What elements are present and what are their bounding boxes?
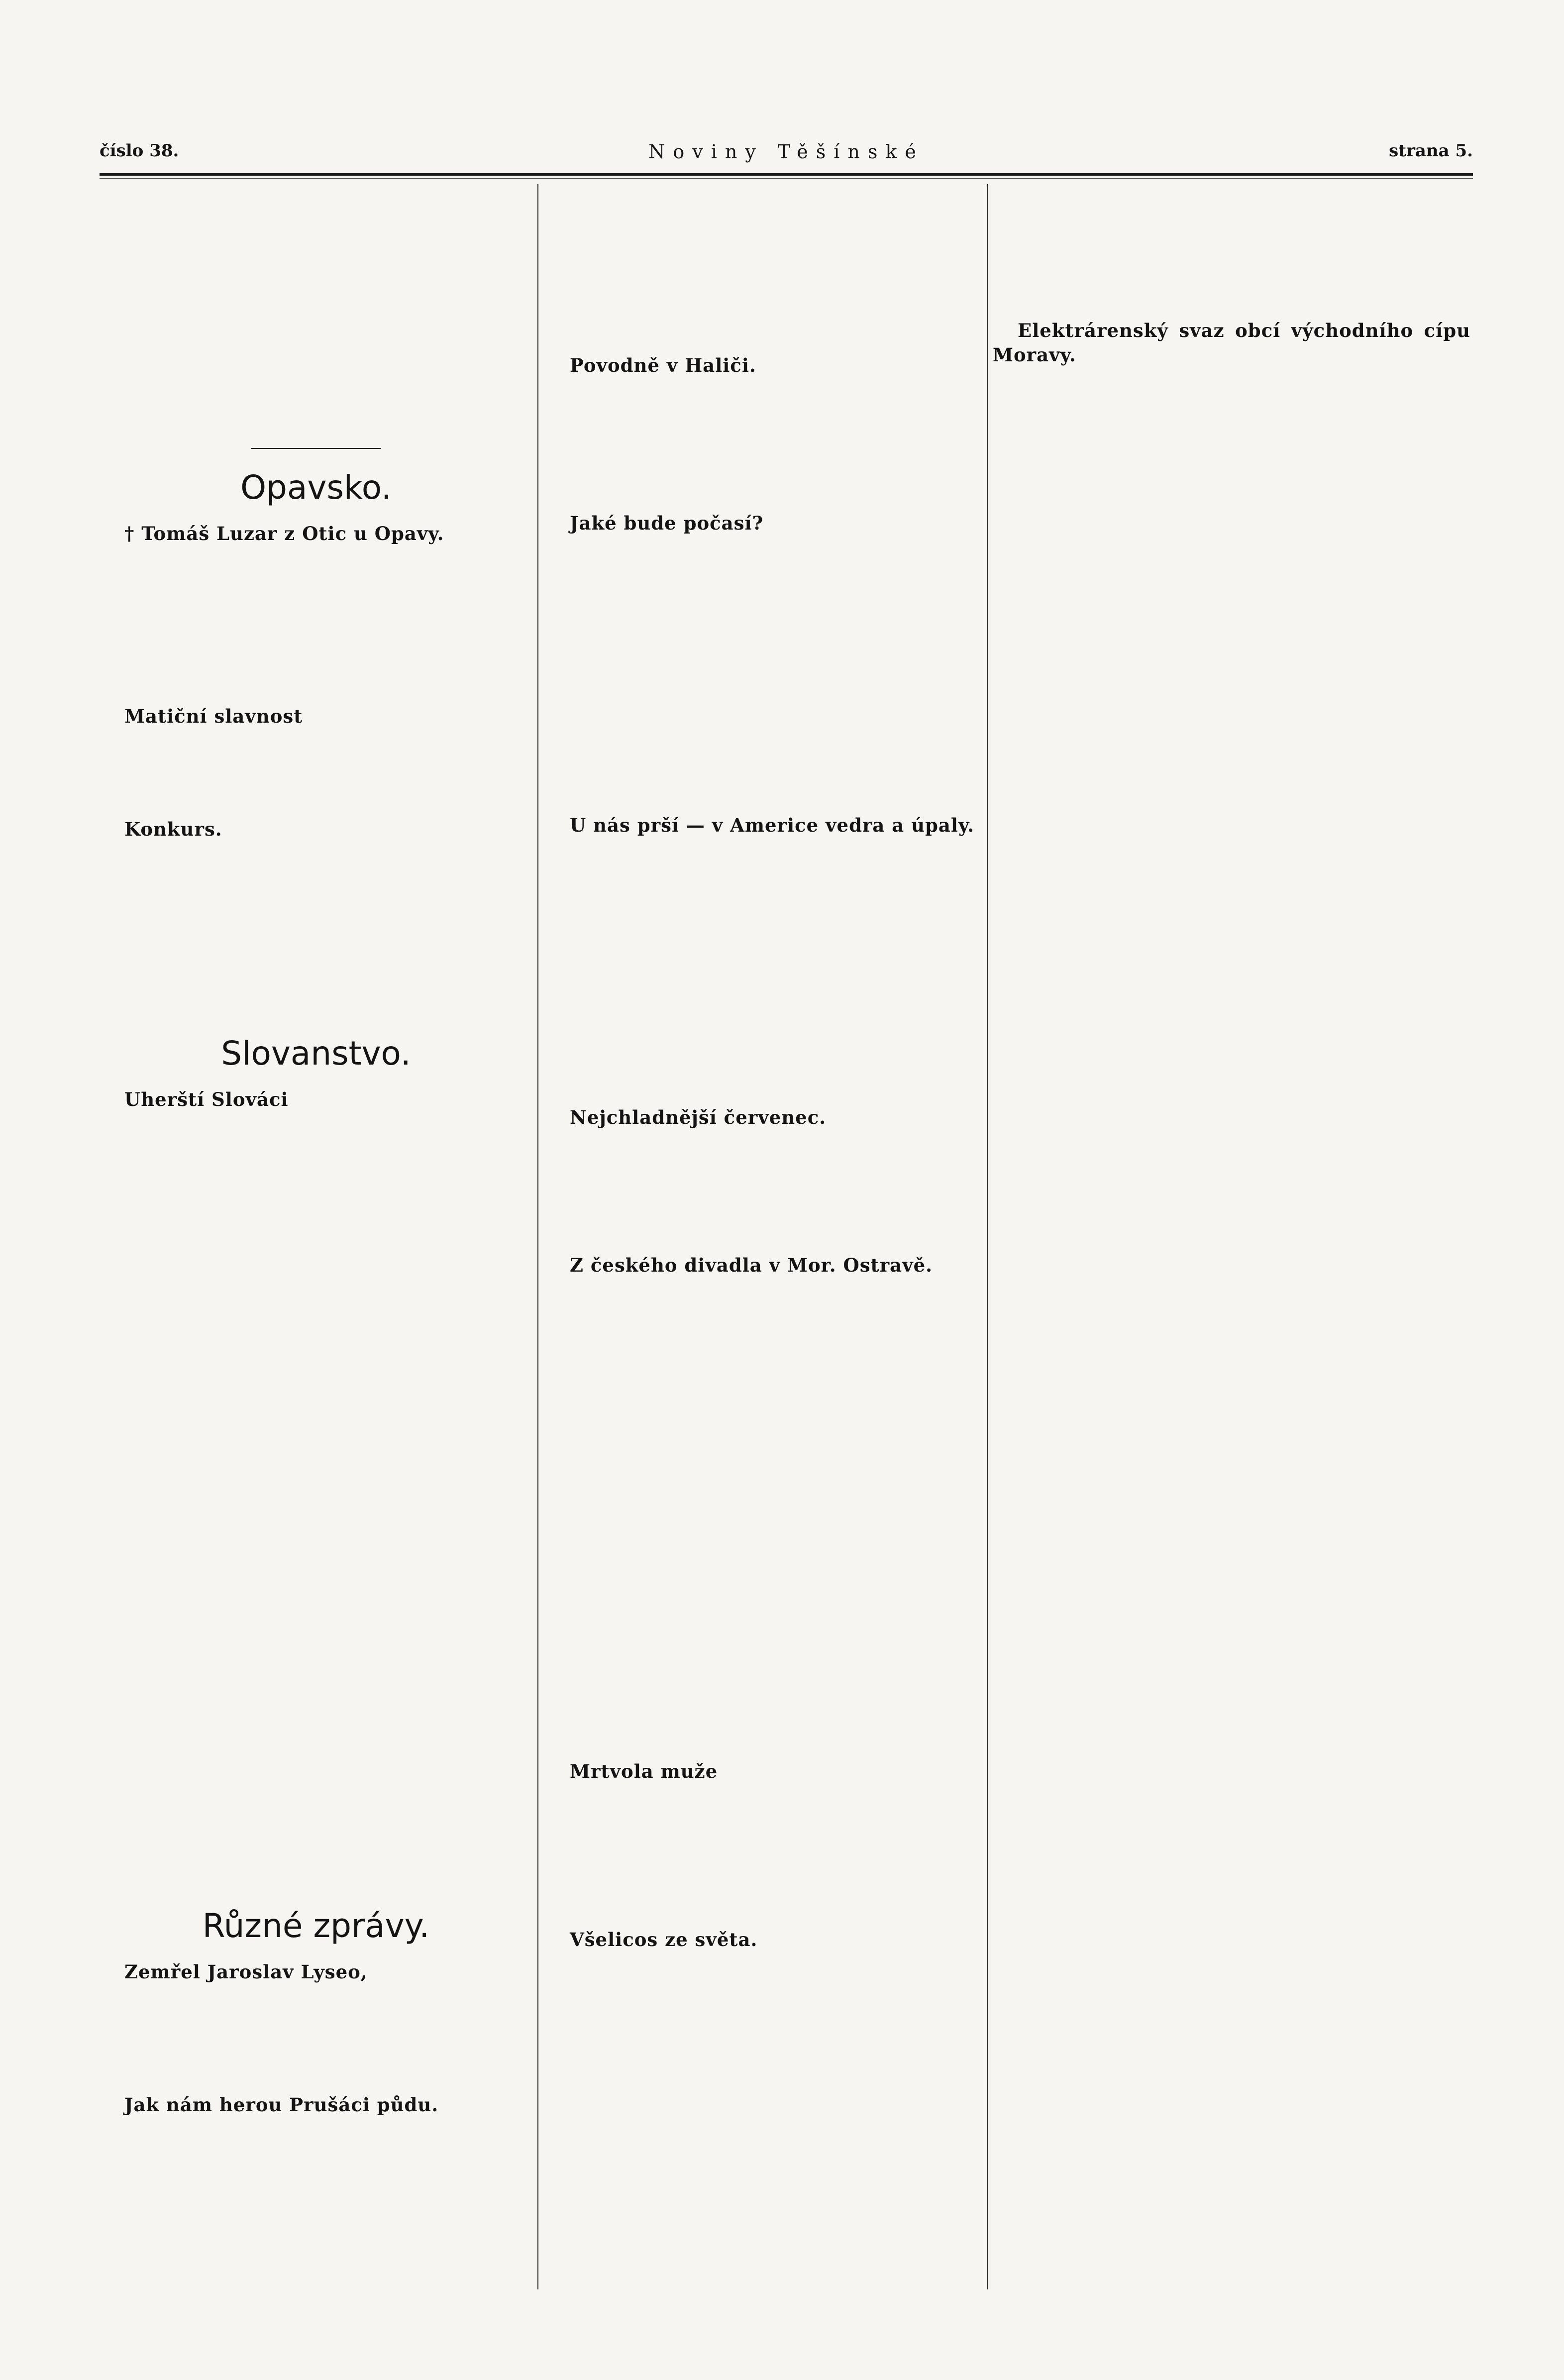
page-number: strana 5. bbox=[1389, 141, 1473, 161]
section-title-ruzne-zpravy: Různé zprávy. bbox=[202, 1907, 430, 1946]
column-3 bbox=[993, 184, 1470, 376]
newspaper-title: Noviny Těšínské bbox=[648, 141, 924, 163]
article-lead bbox=[993, 319, 1470, 367]
article-heading: Z českého divadla v Mor. Ostravě. bbox=[570, 1254, 933, 1277]
article-heading: Elektrárenský svaz obcí východního cípu Moravy. bbox=[993, 320, 1470, 366]
article-lead bbox=[100, 1087, 532, 1112]
article-lead bbox=[545, 813, 983, 838]
article-lead bbox=[545, 353, 983, 378]
article-lead bbox=[100, 522, 532, 546]
article-lead bbox=[545, 1253, 983, 1278]
page-header bbox=[100, 142, 1473, 172]
article-heading: Uherští Slováci bbox=[124, 1088, 289, 1111]
section-title-opavsko: Opavsko. bbox=[240, 468, 392, 507]
article-heading: Nejchladnější červenec. bbox=[570, 1106, 827, 1129]
article-heading: Všelicos ze světa. bbox=[570, 1928, 758, 1950]
column-divider bbox=[537, 184, 538, 2289]
article-heading: Mrtvola muže bbox=[570, 1760, 718, 1783]
article-heading: † Tomáš Luzar z Otic u Opavy. bbox=[124, 522, 444, 544]
article-lead bbox=[100, 704, 532, 729]
issue-number: číslo 38. bbox=[100, 141, 179, 161]
article-heading: Zemřel Jaroslav Lyseo, bbox=[124, 1961, 368, 1983]
column-2 bbox=[545, 184, 983, 1961]
article-lead bbox=[100, 1960, 532, 1984]
article-lead bbox=[545, 1928, 983, 1952]
article-heading: Jaké bude počasí? bbox=[570, 512, 764, 535]
article-lead bbox=[100, 817, 532, 842]
article-lead bbox=[100, 2093, 532, 2117]
article-heading: Jak nám herou Prušáci půdu. bbox=[124, 2094, 439, 2116]
article-heading: Matiční slavnost bbox=[124, 705, 303, 727]
article-lead bbox=[545, 1105, 983, 1130]
article-lead bbox=[545, 1759, 983, 1784]
column-divider bbox=[987, 184, 988, 2289]
header-rule bbox=[100, 173, 1473, 176]
section-rule bbox=[251, 448, 381, 449]
article-heading: U nás prší — v Americe vedra a úpaly. bbox=[570, 814, 975, 837]
section-title-slovanstvo: Slovanstvo. bbox=[221, 1034, 411, 1073]
article-heading: Konkurs. bbox=[124, 818, 222, 841]
column-1 bbox=[100, 184, 532, 2126]
header-rule-thin bbox=[100, 178, 1473, 179]
article-heading: Povodně v Haliči. bbox=[570, 354, 756, 376]
article-lead bbox=[545, 511, 983, 536]
